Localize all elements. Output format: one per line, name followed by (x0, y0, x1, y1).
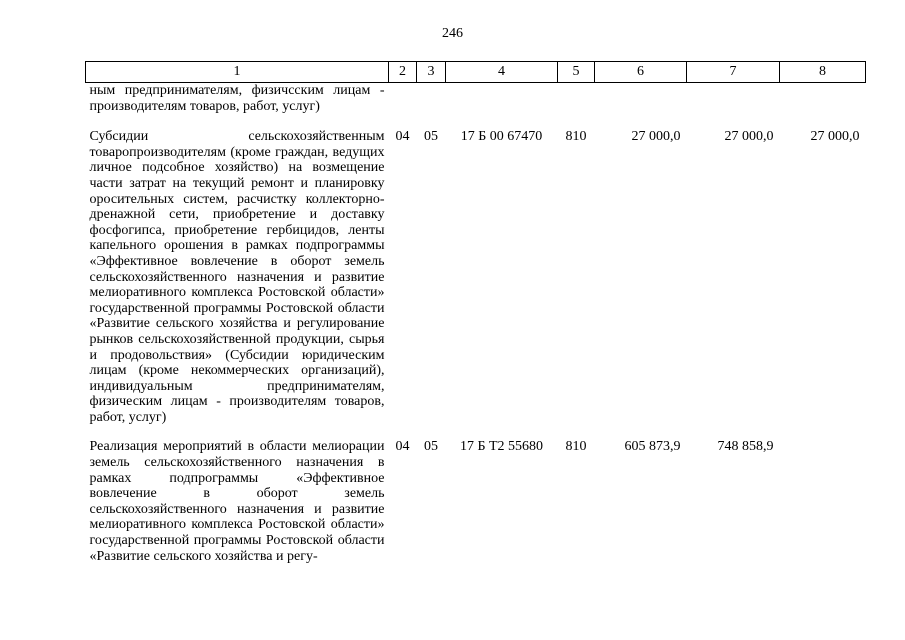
table-row (86, 83, 866, 128)
row-section: 04 (395, 129, 410, 145)
column-header-5: 5 (558, 62, 595, 83)
column-header-7: 7 (687, 62, 780, 83)
row-amount-col8 (780, 437, 866, 564)
column-header-6: 6 (595, 62, 687, 83)
row-amount-col8: 27 000,0 (810, 129, 860, 145)
row-amount-col7: 748 858,9 (717, 439, 774, 455)
row-amount-col7: 27 000,0 (724, 129, 774, 145)
row-description: Субсидии сельскохозяйственным товаропроизводителям (кроме граждан, ведущих личное подсобное хозяйство) на возмещение части затрат на текущий ремонт и планировку оросительных систем, расчистку коллекторно-дренажной сети, приобретение и доставку фосфогипса, приобретение гербицидов, ленты капельного орошения в рамках подпрограммы «Эффективное вовлечение в оборот земель сельскохозяйственного назначения и развитие мелиоративного комплекса Ростовской области» государственной программы Ростовской области «Развитие сельского хозяйства и регулирование рынков сельскохозяйственной продукции, сырья и продовольствия» (Субсидии юридическим лицам (кроме некоммерческих организаций), индивидуальным предпринимателям, физическим лицам - производителям товаров, работ, услуг) (89, 129, 385, 425)
row-target-article: 17 Б Т2 55680 (459, 439, 544, 455)
column-header-3: 3 (417, 62, 446, 83)
row-subsection: 05 (424, 129, 438, 145)
row-amount-col8 (780, 83, 866, 128)
row-description: Реализация мероприятий в области мелиорации земель сельскохозяйственного назначения в рамках подпрограммы «Эффективное вовлечение в оборот земель сельскохозяйственного назначения и развитие мелиоративного комплекса Ростовской области» государственной программы Ростовской области «Развитие сельского хозяйства и регу- (89, 439, 385, 564)
table-row (86, 437, 866, 564)
budget-table (85, 61, 866, 564)
row-expense-type: 810 (565, 439, 587, 455)
row-amount-col6 (595, 83, 687, 128)
row-subsection (417, 83, 446, 128)
row-amount-col6: 605 873,9 (624, 439, 681, 455)
row-section: 04 (395, 439, 410, 455)
column-header-8: 8 (780, 62, 866, 83)
table-header-row (86, 62, 866, 83)
row-expense-type (558, 83, 595, 128)
row-target-article (446, 83, 558, 128)
table-row (86, 127, 866, 437)
row-description: ным предпринимателям, физичсским лицам - производителям товаров, работ, услуг) (89, 83, 385, 114)
row-amount-col7 (687, 83, 780, 128)
row-target-article: 17 Б 00 67470 (460, 129, 543, 145)
row-amount-col6: 27 000,0 (631, 129, 681, 145)
row-expense-type: 810 (565, 129, 587, 145)
row-section (389, 83, 417, 128)
column-header-2: 2 (389, 62, 417, 83)
column-header-4: 4 (446, 62, 558, 83)
page-number: 246 (442, 26, 463, 41)
row-subsection: 05 (424, 439, 438, 455)
column-header-1: 1 (86, 62, 389, 83)
